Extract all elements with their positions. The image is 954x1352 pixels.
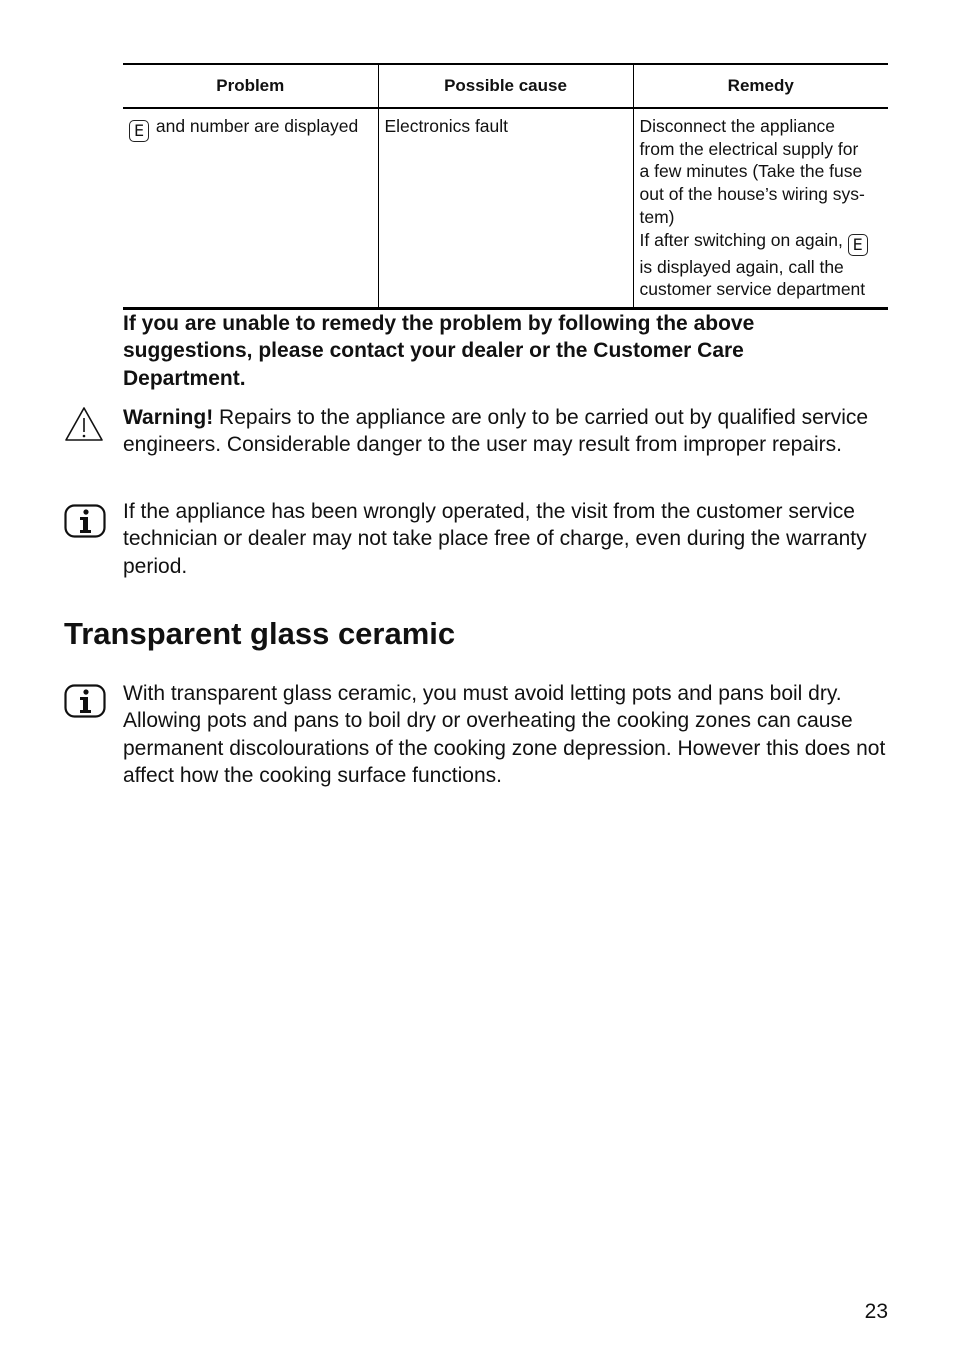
header-possible-cause: Possible cause xyxy=(378,64,633,108)
problem-text: and number are displayed xyxy=(155,116,359,136)
cell-problem xyxy=(123,108,378,308)
warning-triangle-icon xyxy=(64,406,104,447)
page-number: 23 xyxy=(864,1300,888,1323)
error-e-symbol-icon: E xyxy=(848,234,868,256)
remedy-line: out of the house’s wiring sys- xyxy=(639,184,865,205)
header-problem: Problem xyxy=(123,64,378,108)
operation-warranty-note: If the appliance has been wrongly operated, the visit from the customer service technician or dealer may not take place free of charge, even during the warranty period. xyxy=(123,500,867,578)
cause-text: Electronics fault xyxy=(384,116,509,136)
remedy-line: tem) xyxy=(639,206,675,227)
glass-ceramic-note: With transparent glass ceramic, you must avoid letting pots and pans boil dry. Allowing pots and pans to boil dry or overheating the cooking zones can cause permanent discolourations of the cooking zone depression. However this does not affect how the cooking surface functions. xyxy=(123,682,886,787)
remedy-line: a few minutes (Take the fuse xyxy=(639,161,863,182)
table-row xyxy=(123,108,888,308)
section-title: Transparent glass ceramic xyxy=(64,616,456,651)
contact-dealer-note: If you are unable to remedy the problem by following the above suggestions, please contact your dealer or the Customer Care Department. xyxy=(123,312,755,390)
info-icon xyxy=(64,504,106,543)
info-icon xyxy=(64,684,106,723)
remedy-line-with-symbol xyxy=(640,229,883,256)
remedy-line: customer service department xyxy=(639,279,866,300)
error-e-symbol-icon: E xyxy=(129,120,149,142)
troubleshooting-table xyxy=(123,63,888,310)
header-remedy: Remedy xyxy=(633,64,888,108)
warning-label: Warning! xyxy=(123,406,214,429)
warning-paragraph xyxy=(123,404,893,459)
warning-text: Repairs to the appliance are only to be carried out by qualified service engineers. Considerable danger to the user may result from improper repairs. xyxy=(123,406,869,457)
remedy-after-prefix: If after switching on again, xyxy=(639,229,843,250)
remedy-line: is displayed again, call the xyxy=(639,256,844,277)
remedy-line: Disconnect the appliance xyxy=(639,116,836,136)
table-header-row xyxy=(123,64,888,108)
cell-cause xyxy=(378,108,633,308)
remedy-line: from the electrical supply for xyxy=(639,138,859,159)
cell-remedy xyxy=(633,108,888,308)
